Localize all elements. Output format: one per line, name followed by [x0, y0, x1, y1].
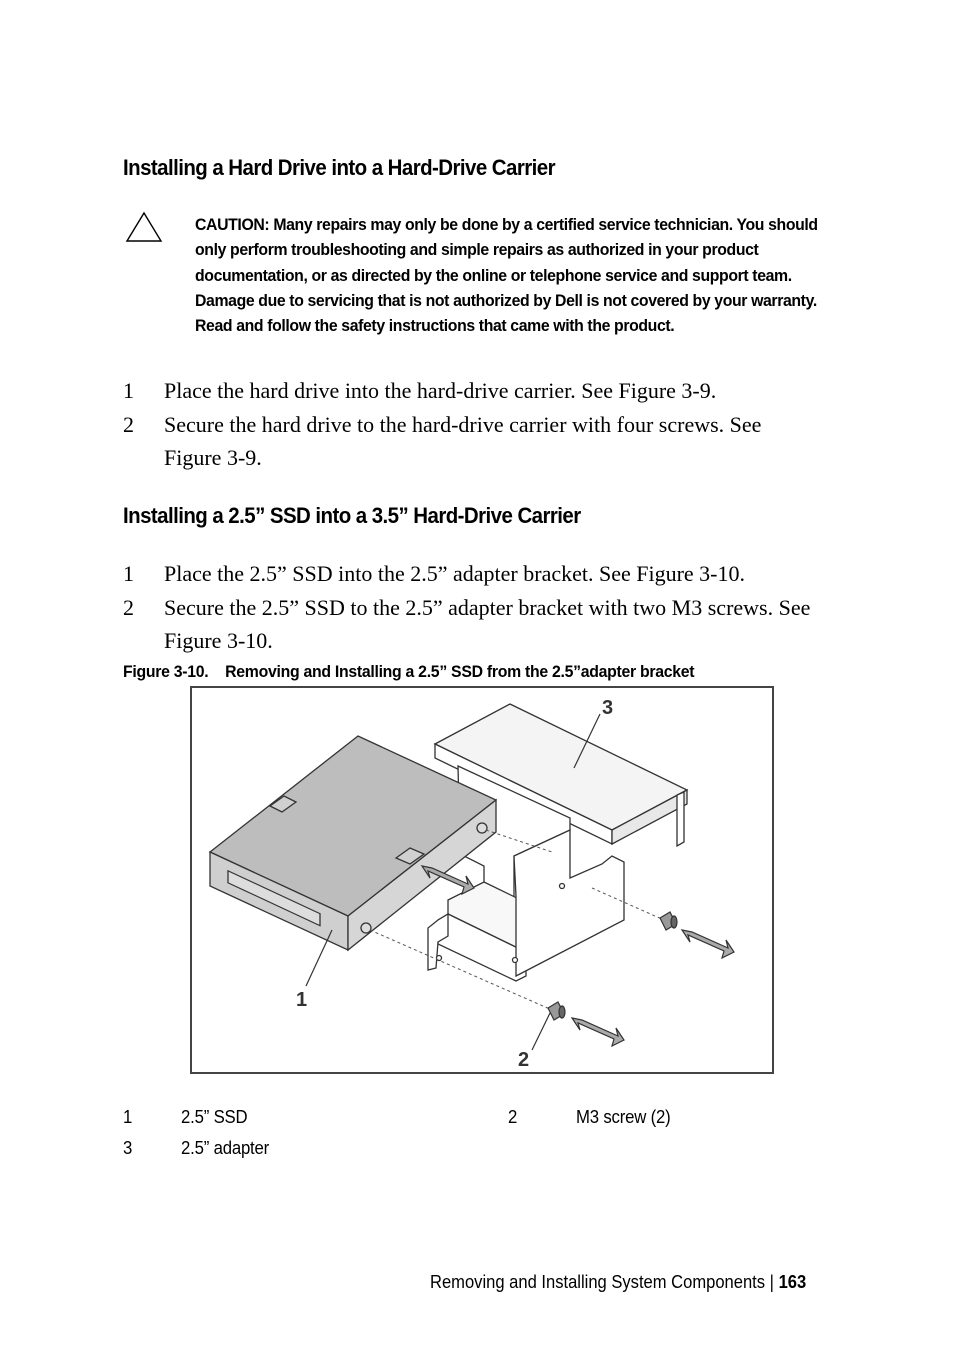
callout-label: 2: [518, 1049, 530, 1071]
step-text: Place the hard drive into the hard-drive carrier. See Figure 3-9.: [164, 378, 717, 403]
footer-section-title: Removing and Installing System Components: [430, 1272, 766, 1292]
step-number: 1: [123, 378, 134, 403]
footer-separator: |: [769, 1272, 774, 1292]
figure-caption: [123, 662, 694, 682]
legend-label: 2.5” adapter: [181, 1138, 270, 1158]
figure-illustration: [190, 686, 774, 1074]
step-text: Secure the 2.5” SSD to the 2.5” adapter bracket with two M3 screws. See Figure 3-10.: [164, 595, 811, 653]
ssd-adapter-diagram: [192, 688, 772, 1072]
section-heading-ssd: Installing a 2.5” SSD into a 3.5” Hard-Drive Carrier: [123, 503, 581, 528]
step-number: 2: [123, 595, 134, 620]
caution-note: CAUTION: Many repairs may only be done by a certified service technician. You should only perform troubleshooting and simple repairs as authorized in your product documentation, or as directed by the online or telephone service and support team. Damage due to servicing that is not authorized by Dell is not covered by your warranty. Read and follow the safety instructions that came with the product.: [195, 215, 818, 336]
step-text: Place the 2.5” SSD into the 2.5” adapter bracket. See Figure 3-10.: [164, 561, 746, 586]
callout-label: 3: [602, 697, 614, 719]
legend-label: M3 screw (2): [576, 1107, 671, 1127]
callout-label: 1: [296, 989, 308, 1011]
legend-number: 1: [123, 1107, 133, 1127]
step-number: 2: [123, 412, 134, 437]
caution-triangle-icon: [125, 211, 163, 243]
page-footer: [430, 1272, 806, 1293]
step-text: Secure the hard drive to the hard-drive carrier with four screws. See Figure 3-9.: [164, 412, 762, 470]
figure-number: Figure 3-10.: [123, 662, 209, 681]
legend-number: 2: [508, 1107, 518, 1127]
step-number: 1: [123, 561, 134, 586]
section-heading-hard-drive: Installing a Hard Drive into a Hard-Drive Carrier: [123, 155, 556, 180]
page-number: 163: [778, 1272, 807, 1292]
legend-number: 3: [123, 1138, 133, 1158]
figure-title: Removing and Installing a 2.5” SSD from the 2.5”adapter bracket: [225, 662, 695, 681]
legend-label: 2.5” SSD: [181, 1107, 248, 1127]
